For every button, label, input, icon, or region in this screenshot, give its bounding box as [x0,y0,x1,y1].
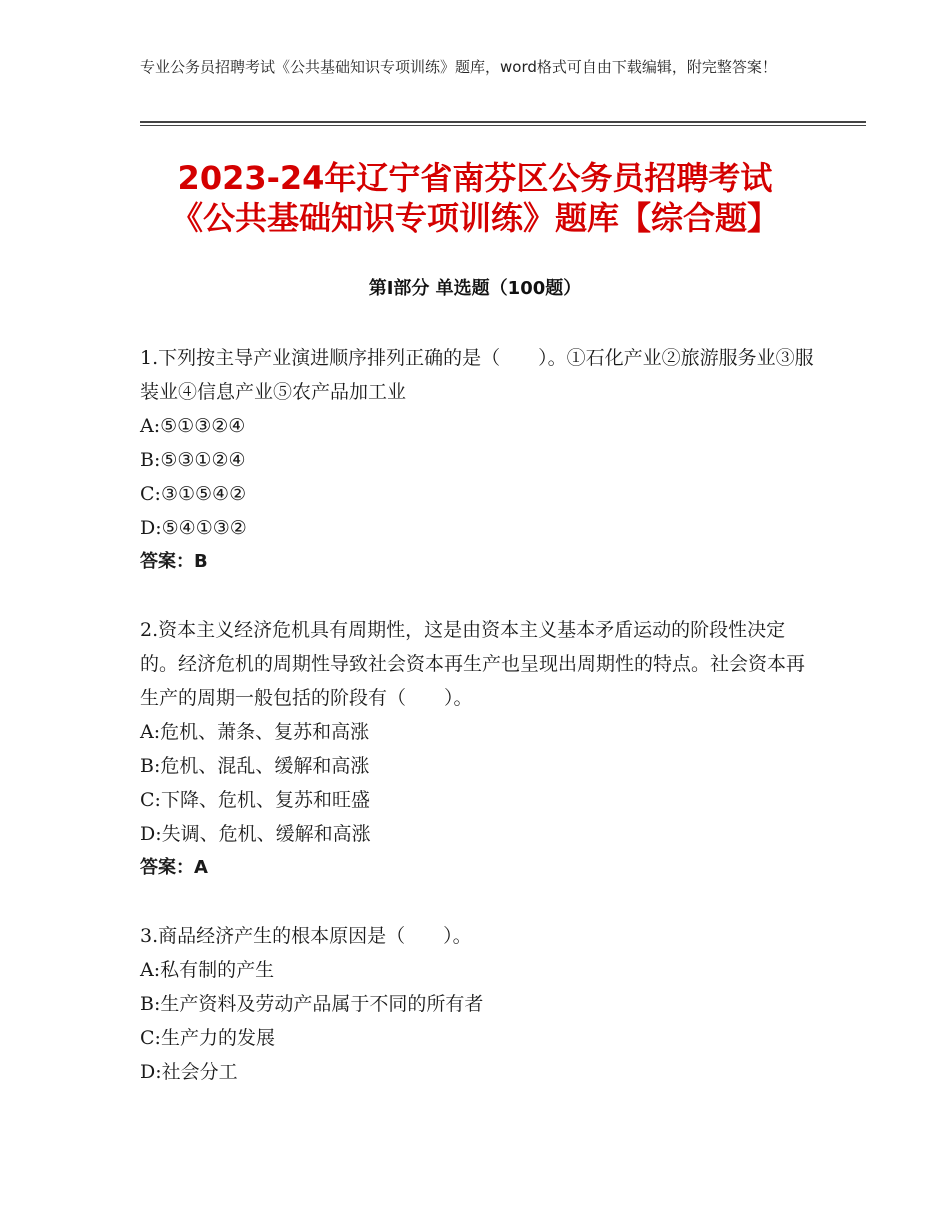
question-1 [140,341,820,579]
option-c: C:下降、危机、复苏和旺盛 [140,789,370,811]
option-d: D:社会分工 [140,1061,238,1083]
question-list [140,341,820,1123]
document-title-line-2: 《公共基础知识专项训练》题库【综合题】 [170,199,779,237]
question-3 [140,919,820,1089]
option-d: D:失调、危机、缓解和高涨 [140,823,371,845]
option-a: A:私有制的产生 [140,959,275,981]
option-b: B:⑤③①②④ [140,449,246,471]
question-stem: 3.商品经济产生的根本原因是（ ）。 [140,925,472,947]
header-divider-thin [140,125,866,126]
option-d: D:⑤④①③② [140,517,247,539]
option-a: A:危机、萧条、复苏和高涨 [140,721,370,743]
question-stem: 2.资本主义经济危机具有周期性，这是由资本主义基本矛盾运动的阶段性决定的。经济危机的周期性导致社会资本再生产也呈现出周期性的特点。社会资本再生产的周期一般包括的阶段有（ ）。 [140,619,806,709]
document-title [60,158,890,238]
question-stem: 1.下列按主导产业演进顺序排列正确的是（ ）。①石化产业②旅游服务业③服装业④信息产业⑤农产品加工业 [140,347,814,403]
question-2 [140,613,820,885]
answer: 答案：A [140,857,208,878]
option-c: C:③①⑤④② [140,483,247,505]
document-title-line-1: 2023-24年辽宁省南芬区公务员招聘考试 [177,159,773,197]
option-a: A:⑤①③②④ [140,415,246,437]
option-b: B:危机、混乱、缓解和高涨 [140,755,370,777]
option-c: C:生产力的发展 [140,1027,275,1049]
option-b: B:生产资料及劳动产品属于不同的所有者 [140,993,484,1015]
header-divider-thick [140,121,866,123]
section-title: 第I部分 单选题（100题） [368,278,582,299]
header-note: 专业公务员招聘考试《公共基础知识专项训练》题库，word格式可自由下载编辑，附完整答案！ [140,58,777,76]
answer: 答案：B [140,551,208,572]
